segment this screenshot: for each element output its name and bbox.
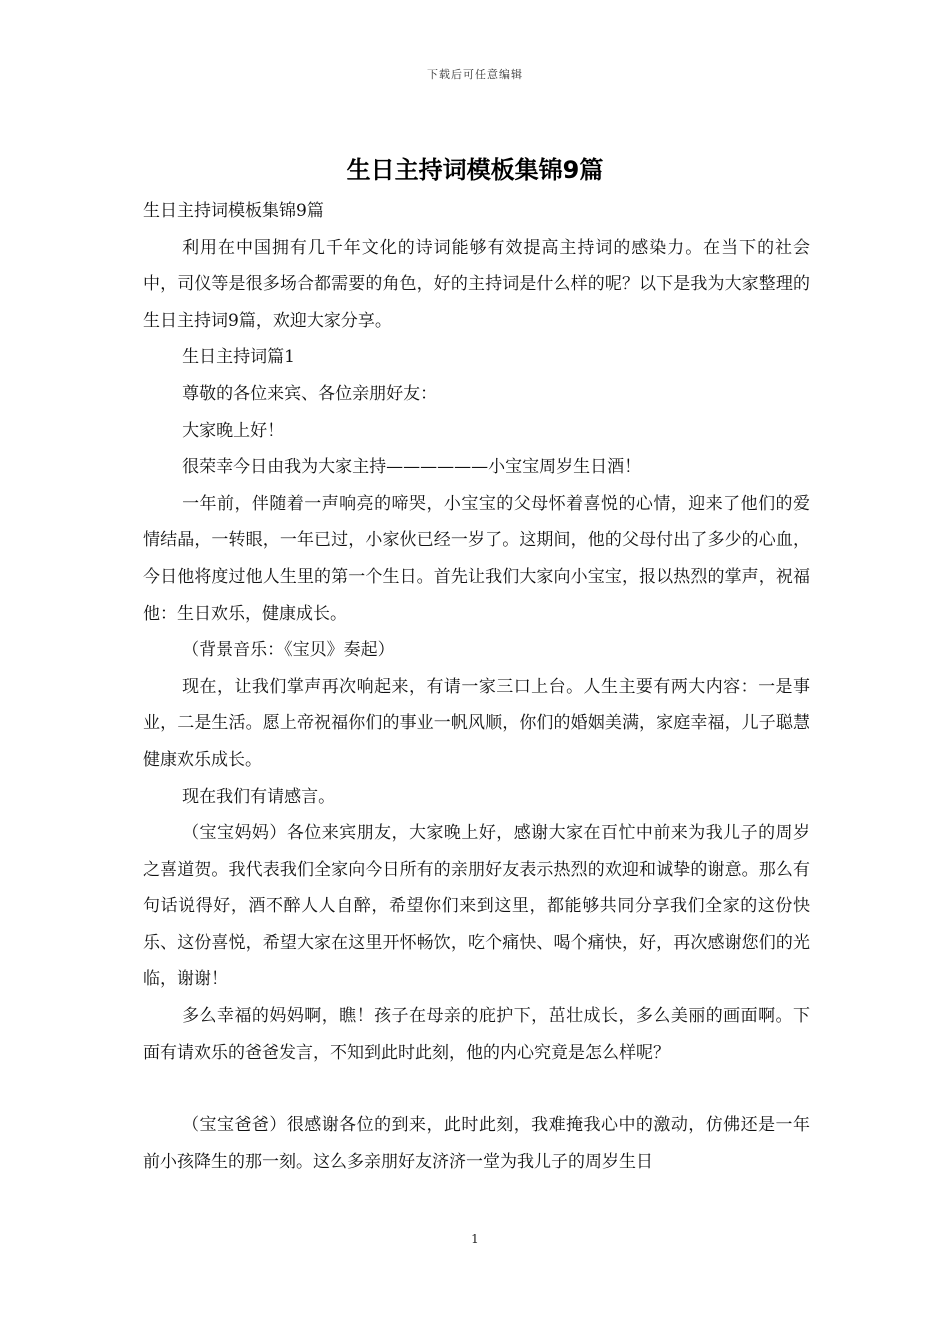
document-body: [143, 193, 810, 1180]
greeting-paragraph: 大家晚上好！: [182, 420, 285, 441]
document-title: 生日主持词模板集锦9篇: [346, 156, 604, 184]
section-heading: 生日主持词篇1: [182, 347, 295, 368]
body-paragraph: 现在，让我们掌声再次响起来，有请一家三口上台。人生主要有两大内容：一是事业，二是生活。愿上帝祝福你们的事业一帆风顺，你们的婚姻美满，家庭幸福，儿子聪慧健康欢乐成长。: [143, 676, 810, 770]
body-paragraph: （宝宝妈妈）各位来宾朋友，大家晚上好，感谢大家在百忙中前来为我儿子的周岁之喜道贺。我代表我们全家向今日所有的亲朋好友表示热烈的欢迎和诚挚的谢意。那么有句话说得好，酒不醉人人自醉，希望你们来到这里，都能够共同分享我们全家的这份快乐、这份喜悦，希望大家在这里开怀畅饮，吃个痛快、喝个痛快，好，再次感谢您们的光临，谢谢！: [143, 823, 810, 990]
stage-direction: （背景音乐：《宝贝》奏起）: [182, 640, 395, 661]
body-paragraph: （宝宝爸爸）很感谢各位的到来，此时此刻，我难掩我心中的激动，仿佛还是一年前小孩降生的那一刻。这么多亲朋好友济济一堂为我儿子的周岁生日: [143, 1115, 810, 1172]
body-paragraph: 现在我们有请感言。: [182, 786, 336, 807]
subtitle-line: 生日主持词模板集锦9篇: [143, 201, 324, 221]
body-paragraph: 一年前，伴随着一声响亮的啼哭，小宝宝的父母怀着喜悦的心情，迎来了他们的爱情结晶，一转眼，一年已过，小家伙已经一岁了。这期间，他的父母付出了多少的心血，今日他将度过他人生里的第一个生日。首先让我们大家向小宝宝，报以热烈的掌声，祝福他：生日欢乐，健康成长。: [143, 493, 810, 624]
page-number: 1: [471, 1232, 479, 1246]
body-paragraph: 多么幸福的妈妈啊，瞧！孩子在母亲的庇护下，茁壮成长，多么美丽的画面啊。下面有请欢乐的爸爸发言，不知到此时此刻，他的内心究竟是怎么样呢？: [143, 1006, 810, 1063]
header-note: 下载后可任意编辑: [427, 68, 523, 81]
greeting-paragraph: 尊敬的各位来宾、各位亲朋好友：: [182, 383, 438, 404]
body-paragraph: 很荣幸今日由我为大家主持——————小宝宝周岁生日酒！: [182, 457, 642, 478]
intro-paragraph: 利用在中国拥有几千年文化的诗词能够有效提高主持词的感染力。在当下的社会中，司仪等是很多场合都需要的角色，好的主持词是什么样的呢？以下是我为大家整理的生日主持词9篇，欢迎大家分享。: [143, 237, 810, 331]
